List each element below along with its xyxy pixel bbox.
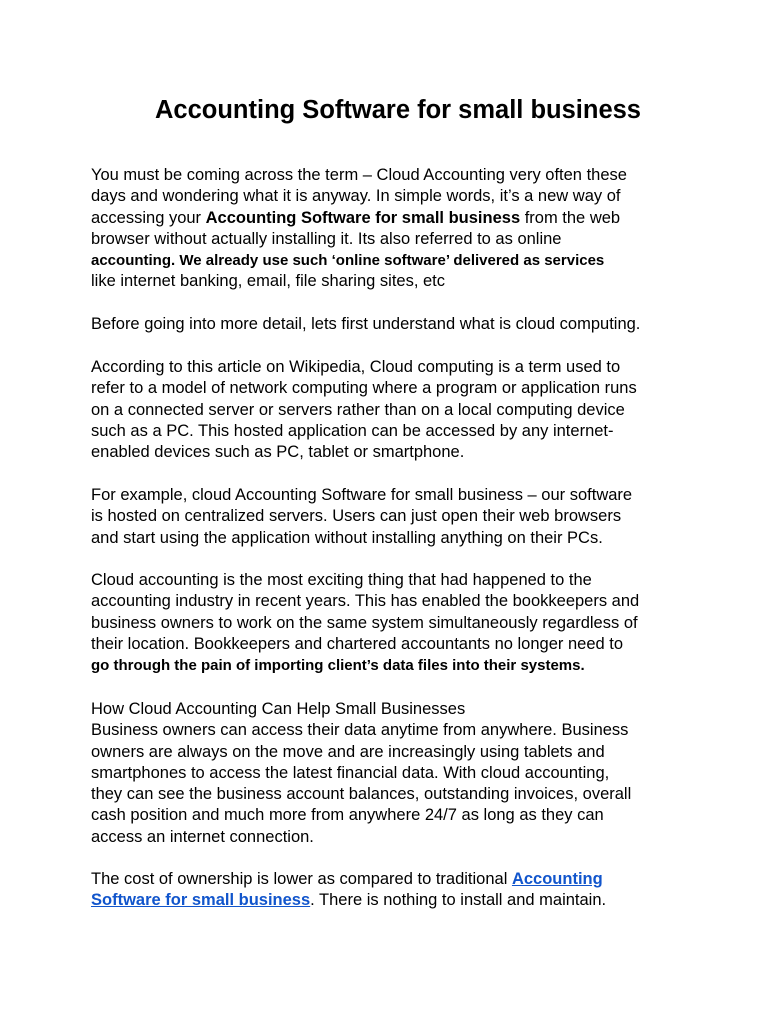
text-line: and start using the application without installing anything on their PCs. xyxy=(91,528,603,547)
paragraph-intro xyxy=(91,165,711,293)
text-segment: . There is nothing to install and maintain. xyxy=(310,891,607,910)
text-line: they can see the business account balances, outstanding invoices, overall xyxy=(91,785,632,804)
text-line: smartphones to access the latest financial data. With cloud accounting, xyxy=(91,763,610,782)
text-line: refer to a model of network computing where a program or application runs xyxy=(91,379,637,398)
text-line: cash position and much more from anywhere 24/7 as long as they can xyxy=(91,806,604,825)
text-line: Before going into more detail, lets first understand what is cloud computing. xyxy=(91,315,641,333)
text-line: is hosted on centralized servers. Users can just open their web browsers xyxy=(91,507,622,526)
text-line: like internet banking, email, file sharing sites, etc xyxy=(91,272,446,291)
text-line: their location. Bookkeepers and chartered accountants no longer need to xyxy=(91,634,624,653)
text-line: According to this article on Wikipedia, Cloud computing is a term used to xyxy=(91,358,621,376)
bold-text-line: go through the pain of importing client’s data files into their systems. xyxy=(91,657,585,675)
text-line: For example, cloud Accounting Software for small business – our software xyxy=(91,486,633,504)
text-line xyxy=(91,208,711,229)
accounting-software-link[interactable]: Software for small business xyxy=(91,891,311,910)
document-title: Accounting Software for small business xyxy=(154,96,641,124)
text-line: such as a PC. This hosted application can be accessed by any internet- xyxy=(91,421,614,440)
bold-keyword: Accounting Software for small business xyxy=(205,208,521,227)
text-segment: accessing your xyxy=(91,208,206,227)
paragraph-cloud-definition xyxy=(91,357,711,463)
text-line: enabled devices such as PC, tablet or smartphone. xyxy=(91,443,465,462)
bold-text-line: accounting. We already use such ‘online software’ delivered as services xyxy=(91,252,605,270)
text-line: Business owners can access their data anytime from anywhere. Business xyxy=(91,721,629,740)
text-line: accounting industry in recent years. This has enabled the bookkeepers and xyxy=(91,592,640,611)
text-line xyxy=(91,890,711,911)
text-line: browser without actually installing it. Its also referred to as online xyxy=(91,229,562,248)
text-line: Cloud accounting is the most exciting thing that had happened to the xyxy=(91,571,592,589)
text-line: You must be coming across the term – Cloud Accounting very often these xyxy=(91,166,627,184)
text-line xyxy=(91,869,711,890)
text-line: owners are always on the move and are increasingly using tablets and xyxy=(91,742,605,761)
text-line: on a connected server or servers rather than on a local computing device xyxy=(91,400,625,419)
text-line: access an internet connection. xyxy=(91,827,314,846)
text-line: business owners to work on the same system simultaneously regardless of xyxy=(91,613,638,632)
text-segment: from the web xyxy=(520,208,621,227)
section-heading: How Cloud Accounting Can Help Small Businesses xyxy=(91,700,466,718)
paragraph-benefits xyxy=(91,570,711,676)
paragraph-example xyxy=(91,485,711,549)
text-line: days and wondering what it is anyway. In simple words, it’s a new way of xyxy=(91,187,621,206)
paragraph-cost xyxy=(91,869,711,912)
accounting-software-link[interactable]: Accounting xyxy=(511,870,603,888)
paragraph-transition xyxy=(91,314,711,335)
paragraph-small-business xyxy=(91,699,711,848)
text-segment: The cost of ownership is lower as compared to traditional xyxy=(91,870,512,888)
